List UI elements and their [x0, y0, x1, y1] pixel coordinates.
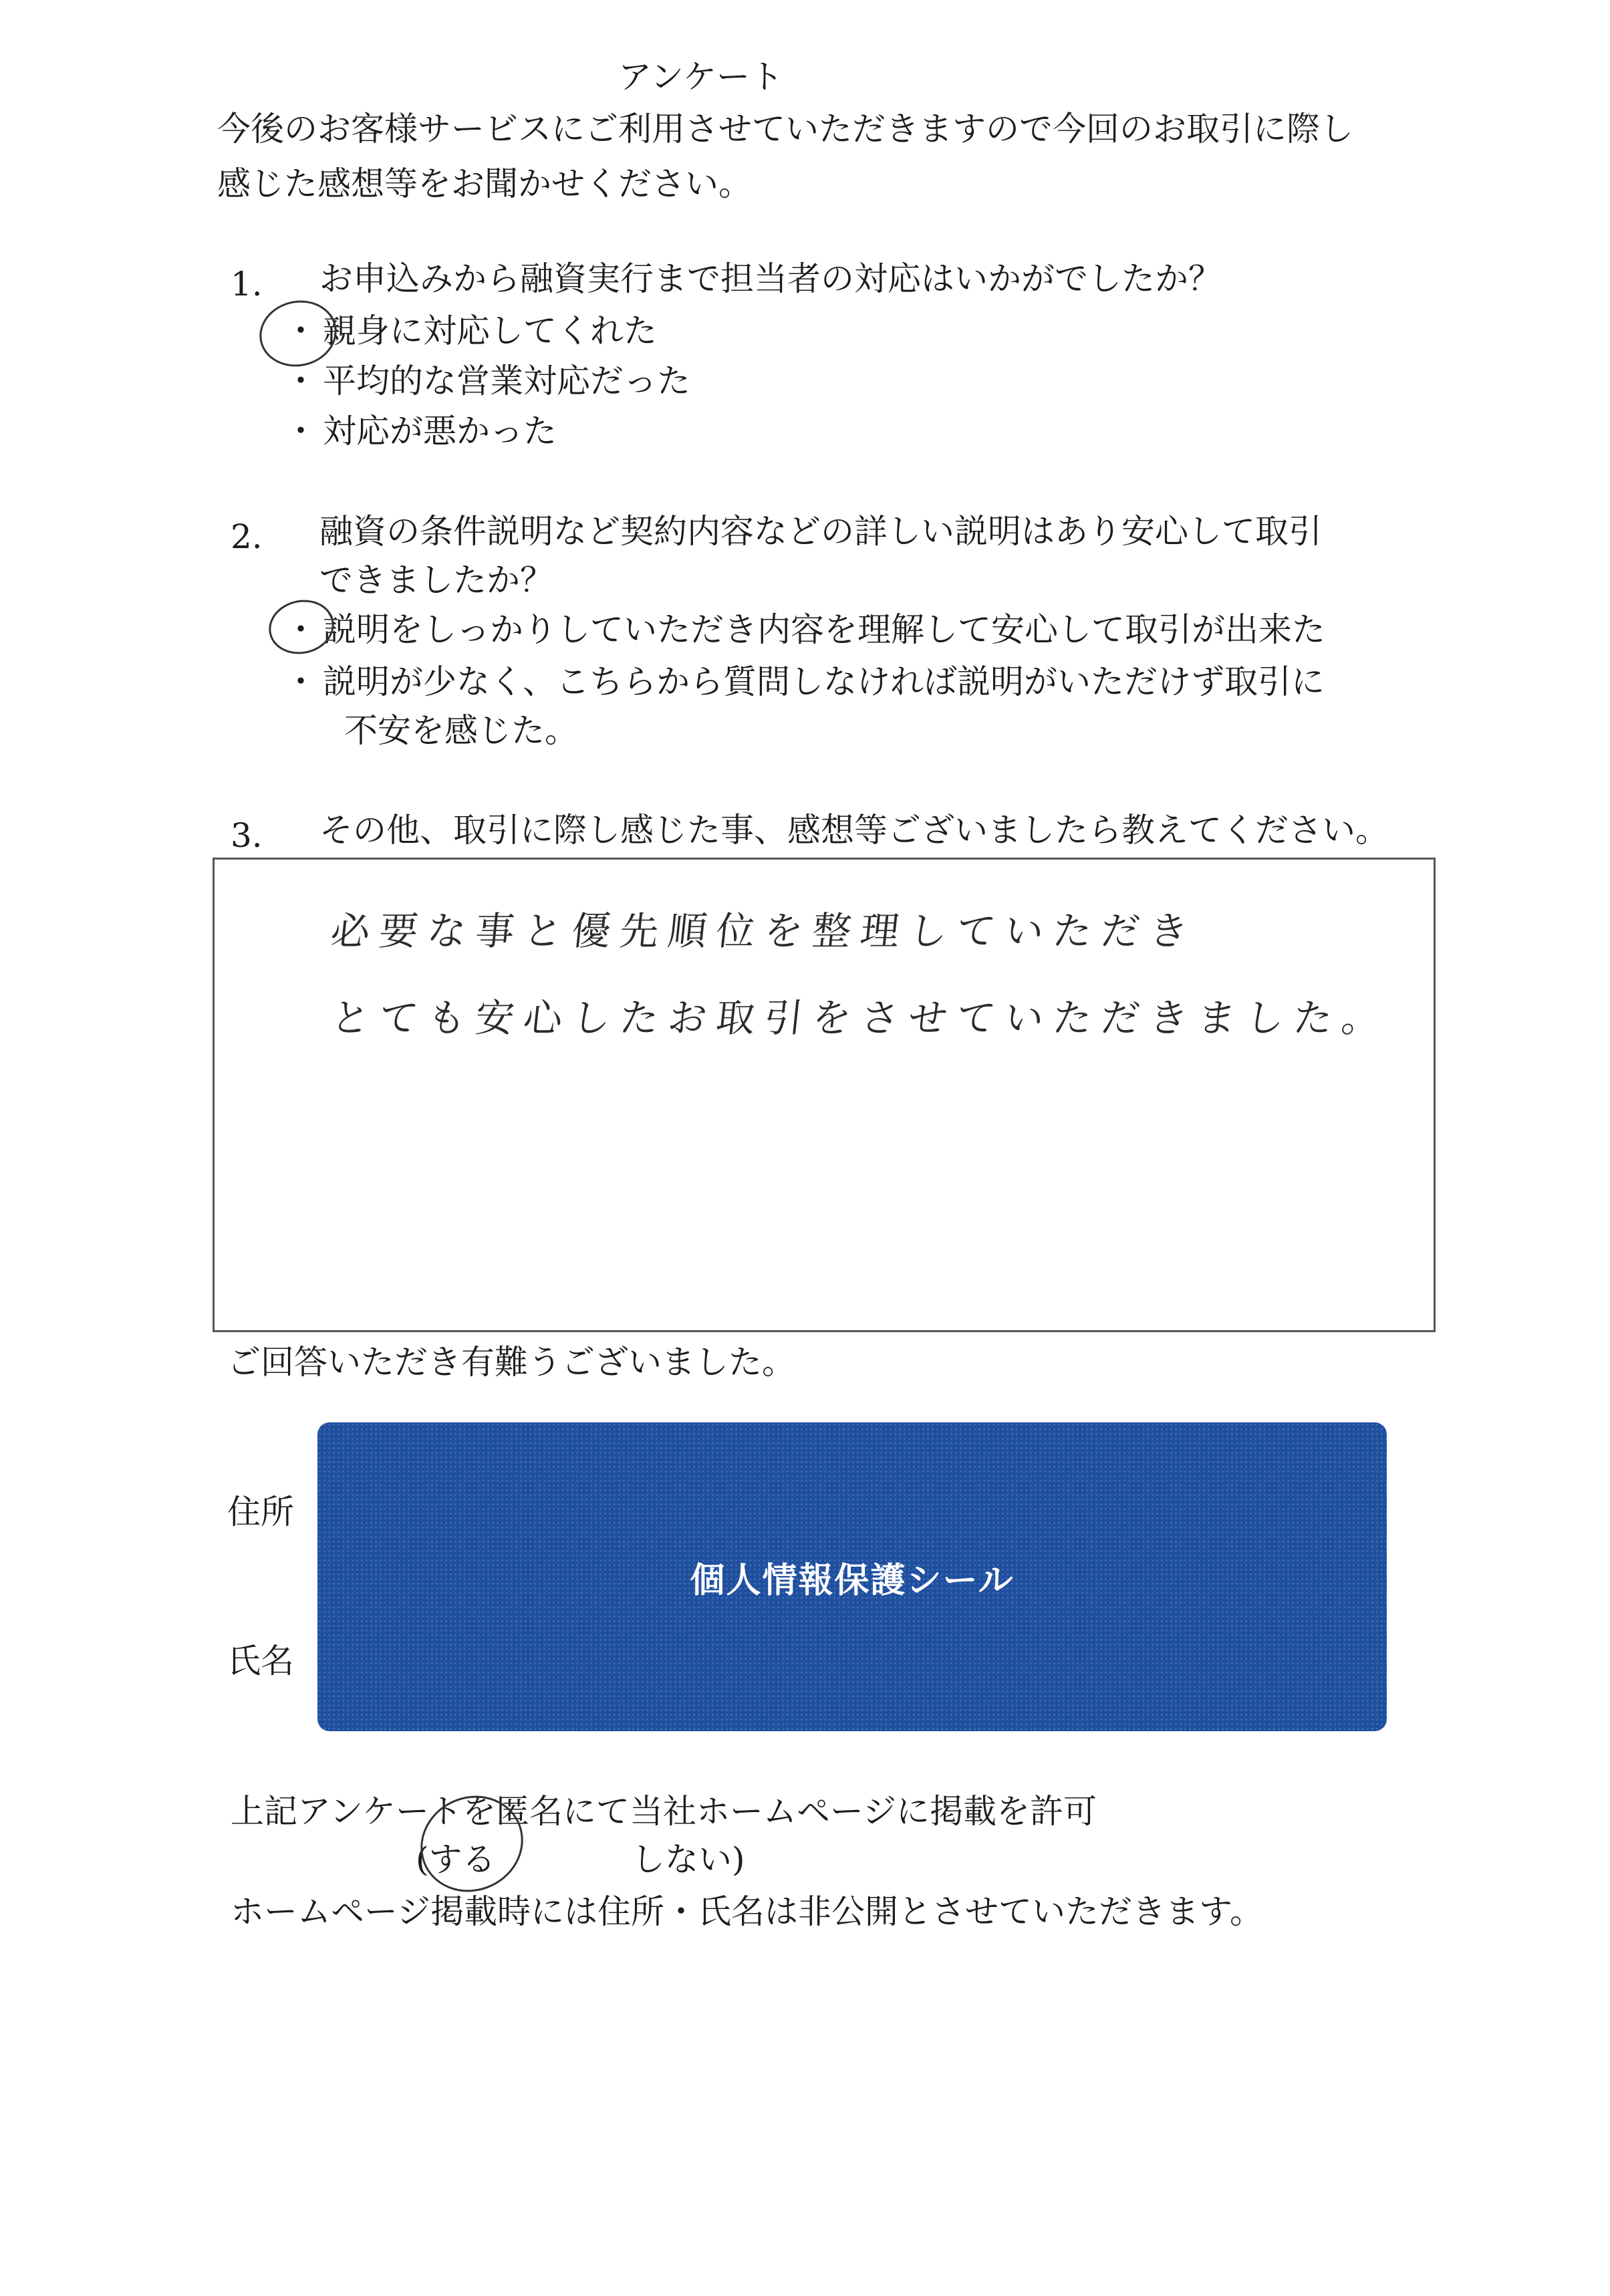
permission-yes-option[interactable]: (する	[416, 1840, 496, 1879]
bullet: ・	[284, 412, 317, 451]
permission-no-option[interactable]: しない)	[632, 1840, 745, 1879]
question-2-text-line-2: できましたか？	[319, 561, 553, 600]
question-1-option-3[interactable]	[284, 411, 557, 451]
survey-title: アンケート	[618, 57, 783, 96]
footer-note: ホームページ掲載時には住所・氏名は非公開とさせていただきます。	[231, 1892, 1263, 1931]
handwritten-answer-line-2: とても安心したお取引をさせていただきました。	[328, 995, 1393, 1041]
privacy-seal-label: 個人情報保護シール	[690, 1560, 1015, 1601]
question-2-option-2[interactable]	[284, 662, 1325, 702]
question-2-option-2-continuation: 不安を感じた。	[344, 711, 578, 750]
name-label: 氏名	[227, 1642, 294, 1680]
bullet: ・	[284, 311, 317, 350]
bullet: ・	[284, 362, 317, 400]
question-3-text: その他、取引に際し感じた事、感想等ございましたら教えてください。	[319, 811, 1389, 850]
question-1-number: 1.	[231, 265, 263, 303]
question-1-text: お申込みから融資実行まで担当者の対応はいかがでしたか？	[319, 259, 1222, 298]
question-2-number: 2.	[231, 517, 263, 556]
option-label: 対応が悪かった	[323, 412, 557, 451]
option-label: 親身に対応してくれた	[323, 311, 657, 350]
question-2-option-1[interactable]	[284, 610, 1325, 650]
option-label: 説明をしっかりしていただき内容を理解して安心して取引が出来た	[323, 610, 1325, 649]
handwritten-answer-line-1: 必要な事と優先順位を整理していただき	[328, 908, 1200, 954]
question-3-number: 3.	[231, 816, 263, 855]
address-label: 住所	[227, 1493, 294, 1531]
free-answer-box[interactable]	[213, 858, 1436, 1332]
question-1-option-1[interactable]	[284, 311, 657, 351]
bullet: ・	[284, 662, 317, 701]
privacy-seal	[317, 1422, 1387, 1731]
question-1-option-2[interactable]	[284, 361, 690, 401]
intro-line-1: 今後のお客様サービスにご利用させていただきますので今回のお取引に際し	[217, 110, 1353, 148]
selected-mark-circle	[264, 594, 339, 660]
bullet: ・	[284, 610, 317, 649]
option-label: 説明が少なく、こちらから質問しなければ説明がいただけず取引に	[323, 662, 1325, 701]
question-2-text-line-1: 融資の条件説明など契約内容などの詳しい説明はあり安心して取引	[319, 512, 1322, 551]
option-label: 平均的な営業対応だった	[323, 362, 690, 400]
intro-line-2: 感じた感想等をお聞かせください。	[217, 164, 752, 203]
permission-text: 上記アンケートを匿名にて当社ホームページに掲載を許可	[231, 1792, 1097, 1831]
thanks-message: ご回答いただき有難うございました。	[227, 1343, 795, 1382]
